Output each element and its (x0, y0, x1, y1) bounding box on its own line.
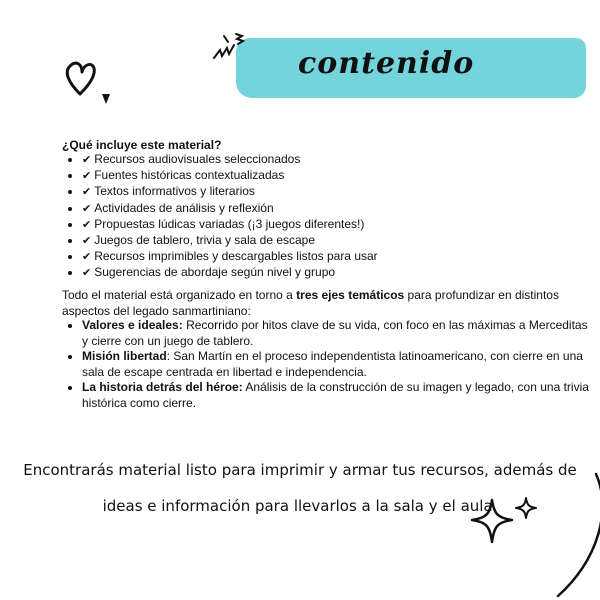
list-item: • ✔ Sugerencias de abordaje según nivel y grupo (82, 265, 378, 281)
axes-list (62, 318, 592, 411)
axis-item: • Misión libertad: San Martín en el proceso independentista latinoamericano, con cierre en una sala de escape centrada en libertad e independencia. (82, 349, 592, 380)
check-icon: ✔ (82, 267, 92, 280)
check-icon: ✔ (82, 154, 92, 166)
axis-item: • Valores e ideales: Recorrido por hitos clave de su vida, con foco en las máximas a Merceditas y cierre con un juego de tablero. (82, 318, 592, 349)
list-item: • ✔ Juegos de tablero, trivia y sala de escape (82, 233, 378, 249)
material-list (62, 152, 378, 282)
check-icon: ✔ (82, 235, 92, 248)
list-item: • ✔ Recursos audiovisuales seleccionados (82, 152, 378, 168)
check-icon: ✔ (82, 170, 92, 183)
scribble-icon (210, 30, 254, 64)
footer-line-2: ideas e información para llevarlos a la sala y el aula. (102, 497, 498, 515)
swirl-line-icon (520, 470, 600, 600)
check-icon: ✔ (82, 218, 92, 231)
list-item: • ✔ Actividades de análisis y reflexión (82, 201, 378, 217)
page-title: contenido (298, 46, 475, 81)
list-item: • ✔ Textos informativos y literarios (82, 184, 378, 200)
material-question: ¿Qué incluye este material? (62, 138, 222, 152)
check-icon: ✔ (82, 202, 92, 215)
footer-line-1: Encontrarás material listo para imprimir y armar tus recursos, además de (23, 461, 577, 479)
list-item: • ✔ Recursos imprimibles y descargables listos para usar (82, 249, 378, 265)
check-icon: ✔ (82, 186, 92, 199)
check-icon: ✔ (82, 251, 92, 264)
heart-icon (60, 52, 120, 112)
axis-item: • La historia detrás del héroe: Análisis de la construcción de su imagen y legado, con una trivia histórica como cierre. (82, 380, 592, 411)
intro-paragraph: Todo el material está organizado en torno a tres ejes temáticos para profundizar en distintos aspectos del legado sanmartiniano: (62, 288, 559, 318)
list-item: • ✔ Propuestas lúdicas variadas (¡3 juegos diferentes!) (82, 217, 378, 233)
list-item: • ✔ Fuentes históricas contextualizadas (82, 168, 378, 184)
